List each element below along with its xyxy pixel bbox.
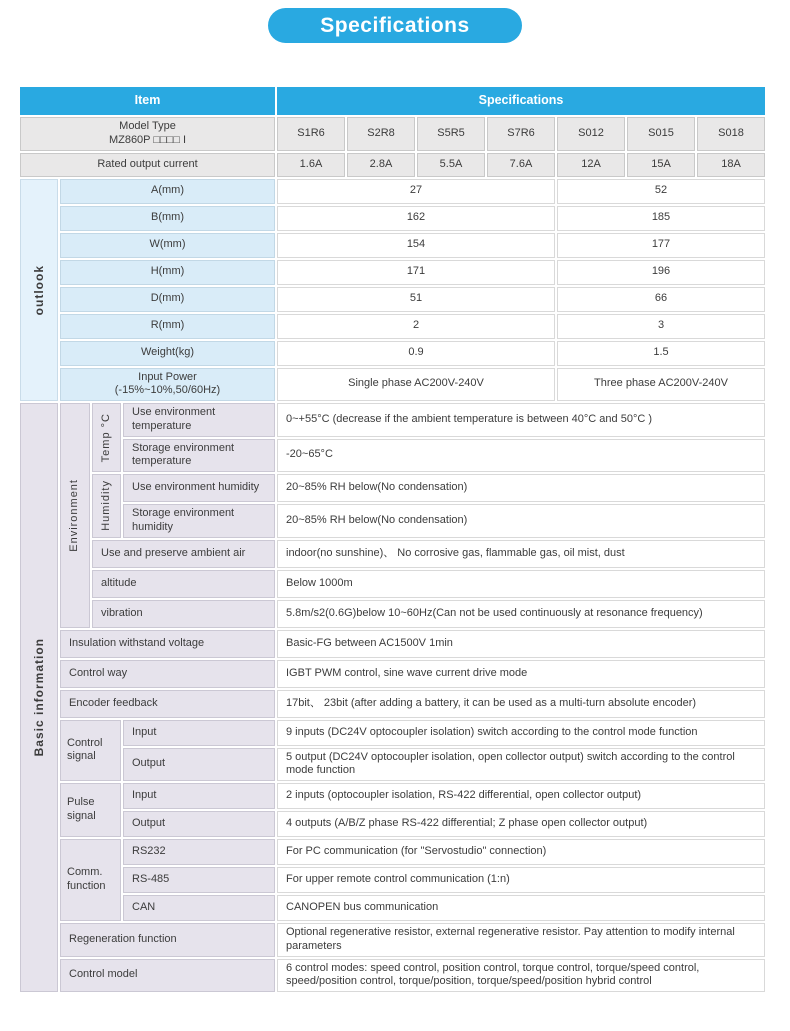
rated-current-label: Rated output current	[20, 153, 275, 177]
model-type-line2: MZ860P □□□□ I	[108, 133, 187, 146]
outlook-three-value: 66	[557, 287, 765, 312]
basic-info-group-label: Basic information	[31, 638, 46, 757]
basic-row-label: Control way	[60, 660, 275, 688]
basic-row-value: 17bit、 23bit (after adding a battery, it can be used as a multi-turn absolute encoder)	[277, 690, 765, 718]
rated-current-cell: 15A	[627, 153, 695, 177]
humidity-group-cell	[92, 474, 121, 538]
temp-group-label: Temp °C	[99, 412, 112, 463]
env-row-label: Use and preserve ambient air	[92, 540, 275, 568]
comm-row-value: For PC communication (for "Servostudio" connection)	[277, 839, 765, 865]
rated-current-cell: 18A	[697, 153, 765, 177]
rated-current-cell: 5.5A	[417, 153, 485, 177]
outlook-single-value: 27	[277, 179, 555, 204]
basic-row-value: IGBT PWM control, sine wave current drive mode	[277, 660, 765, 688]
outlook-single-value: 154	[277, 233, 555, 258]
basic-row-label: Control model	[60, 959, 275, 993]
signal-row-label: Input	[123, 720, 275, 746]
outlook-single-value: 171	[277, 260, 555, 285]
model-cell: S012	[557, 117, 625, 151]
env-row-value: -20~65°C	[277, 439, 765, 473]
rated-current-cell: 12A	[557, 153, 625, 177]
basic-row-value: Optional regenerative resistor, external regenerative resistor. Pay attention to modify internal parameters	[277, 923, 765, 957]
env-row-value: Below 1000m	[277, 570, 765, 598]
outlook-row-label: D(mm)	[60, 287, 275, 312]
env-row-value: 20~85% RH below(No condensation)	[277, 474, 765, 502]
rated-current-cell: 7.6A	[487, 153, 555, 177]
basic-row-label: Encoder feedback	[60, 690, 275, 718]
outlook-three-value: 177	[557, 233, 765, 258]
outlook-row-label: B(mm)	[60, 206, 275, 231]
signal-row-value: 9 inputs (DC24V optocoupler isolation) switch according to the control mode function	[277, 720, 765, 746]
outlook-group-label: outlook	[31, 264, 46, 315]
input-power-label	[60, 368, 275, 402]
humidity-group-label: Humidity	[99, 480, 112, 532]
basic-row-label: Regeneration function	[60, 923, 275, 957]
comm-row-label: RS-485	[123, 867, 275, 893]
env-row-value: 20~85% RH below(No condensation)	[277, 504, 765, 538]
signal-row-label: Output	[123, 811, 275, 837]
env-row-value: 5.8m/s2(0.6G)below 10~60Hz(Can not be used continuously at resonance frequency)	[277, 600, 765, 628]
outlook-row-label: A(mm)	[60, 179, 275, 204]
signal-row-value: 4 outputs (A/B/Z phase RS-422 differential; Z phase open collector output)	[277, 811, 765, 837]
model-cell: S1R6	[277, 117, 345, 151]
column-header-item: Item	[20, 87, 275, 115]
temp-group-cell	[92, 403, 121, 472]
model-cell: S2R8	[347, 117, 415, 151]
comm-row-value: For upper remote control communication (1:n)	[277, 867, 765, 893]
basic-info-group-cell	[20, 403, 58, 992]
env-row-label: Storage environment temperature	[123, 439, 275, 473]
model-cell: S5R5	[417, 117, 485, 151]
outlook-single-value: 2	[277, 314, 555, 339]
rated-current-cell: 2.8A	[347, 153, 415, 177]
outlook-three-value: 3	[557, 314, 765, 339]
comm-function-group-cell: Comm. function	[60, 839, 121, 921]
outlook-single-value: 162	[277, 206, 555, 231]
env-row-label: Storage environment humidity	[123, 504, 275, 538]
signal-row-label: Input	[123, 783, 275, 809]
comm-row-value: CANOPEN bus communication	[277, 895, 765, 921]
comm-row-label: RS232	[123, 839, 275, 865]
outlook-single-value: 0.9	[277, 341, 555, 366]
input-power-line2: (-15%~10%,50/60Hz)	[114, 384, 221, 397]
env-row-value: 0~+55°C (decrease if the ambient temperature is between 40°C and 50°C )	[277, 403, 765, 437]
model-type-line1: Model Type	[119, 120, 176, 132]
env-row-label: vibration	[92, 600, 275, 628]
column-header-specifications: Specifications	[277, 87, 765, 115]
outlook-single-value: 51	[277, 287, 555, 312]
outlook-three-value: 52	[557, 179, 765, 204]
model-type-label	[20, 117, 275, 151]
basic-row-value: Basic-FG between AC1500V 1min	[277, 630, 765, 658]
basic-row-label: Insulation withstand voltage	[60, 630, 275, 658]
control-signal-group-cell: Control signal	[60, 720, 121, 782]
model-cell: S7R6	[487, 117, 555, 151]
input-power-line1: Input Power	[138, 370, 197, 383]
signal-row-value: 2 inputs (optocoupler isolation, RS-422 differential, open collector output)	[277, 783, 765, 809]
page-title-text: Specifications	[320, 13, 470, 37]
rated-current-cell: 1.6A	[277, 153, 345, 177]
env-row-label: Use environment humidity	[123, 474, 275, 502]
outlook-row-label: H(mm)	[60, 260, 275, 285]
input-power-single: Single phase AC200V-240V	[277, 368, 555, 402]
pulse-signal-group-cell: Pulse signal	[60, 783, 121, 837]
env-row-label: altitude	[92, 570, 275, 598]
signal-row-label: Output	[123, 748, 275, 782]
specifications-table	[18, 85, 767, 994]
outlook-three-value: 196	[557, 260, 765, 285]
env-row-value: indoor(no sunshine)、 No corrosive gas, flammable gas, oil mist, dust	[277, 540, 765, 568]
outlook-row-label: R(mm)	[60, 314, 275, 339]
signal-row-value: 5 output (DC24V optocoupler isolation, open collector output) switch according to the control mode function	[277, 748, 765, 782]
outlook-group-cell	[20, 179, 58, 402]
outlook-row-label: W(mm)	[60, 233, 275, 258]
outlook-three-value: 185	[557, 206, 765, 231]
comm-row-label: CAN	[123, 895, 275, 921]
page-title	[268, 8, 522, 43]
model-cell: S018	[697, 117, 765, 151]
environment-group-cell	[60, 403, 90, 628]
environment-group-label: Environment	[68, 478, 81, 552]
outlook-row-label: Weight(kg)	[60, 341, 275, 366]
env-row-label: Use environment temperature	[123, 403, 275, 437]
model-cell: S015	[627, 117, 695, 151]
input-power-three: Three phase AC200V-240V	[557, 368, 765, 402]
outlook-three-value: 1.5	[557, 341, 765, 366]
basic-row-value: 6 control modes: speed control, position control, torque control, torque/speed control, speed/position control, torque/position, torque/speed/position hybrid control	[277, 959, 765, 993]
